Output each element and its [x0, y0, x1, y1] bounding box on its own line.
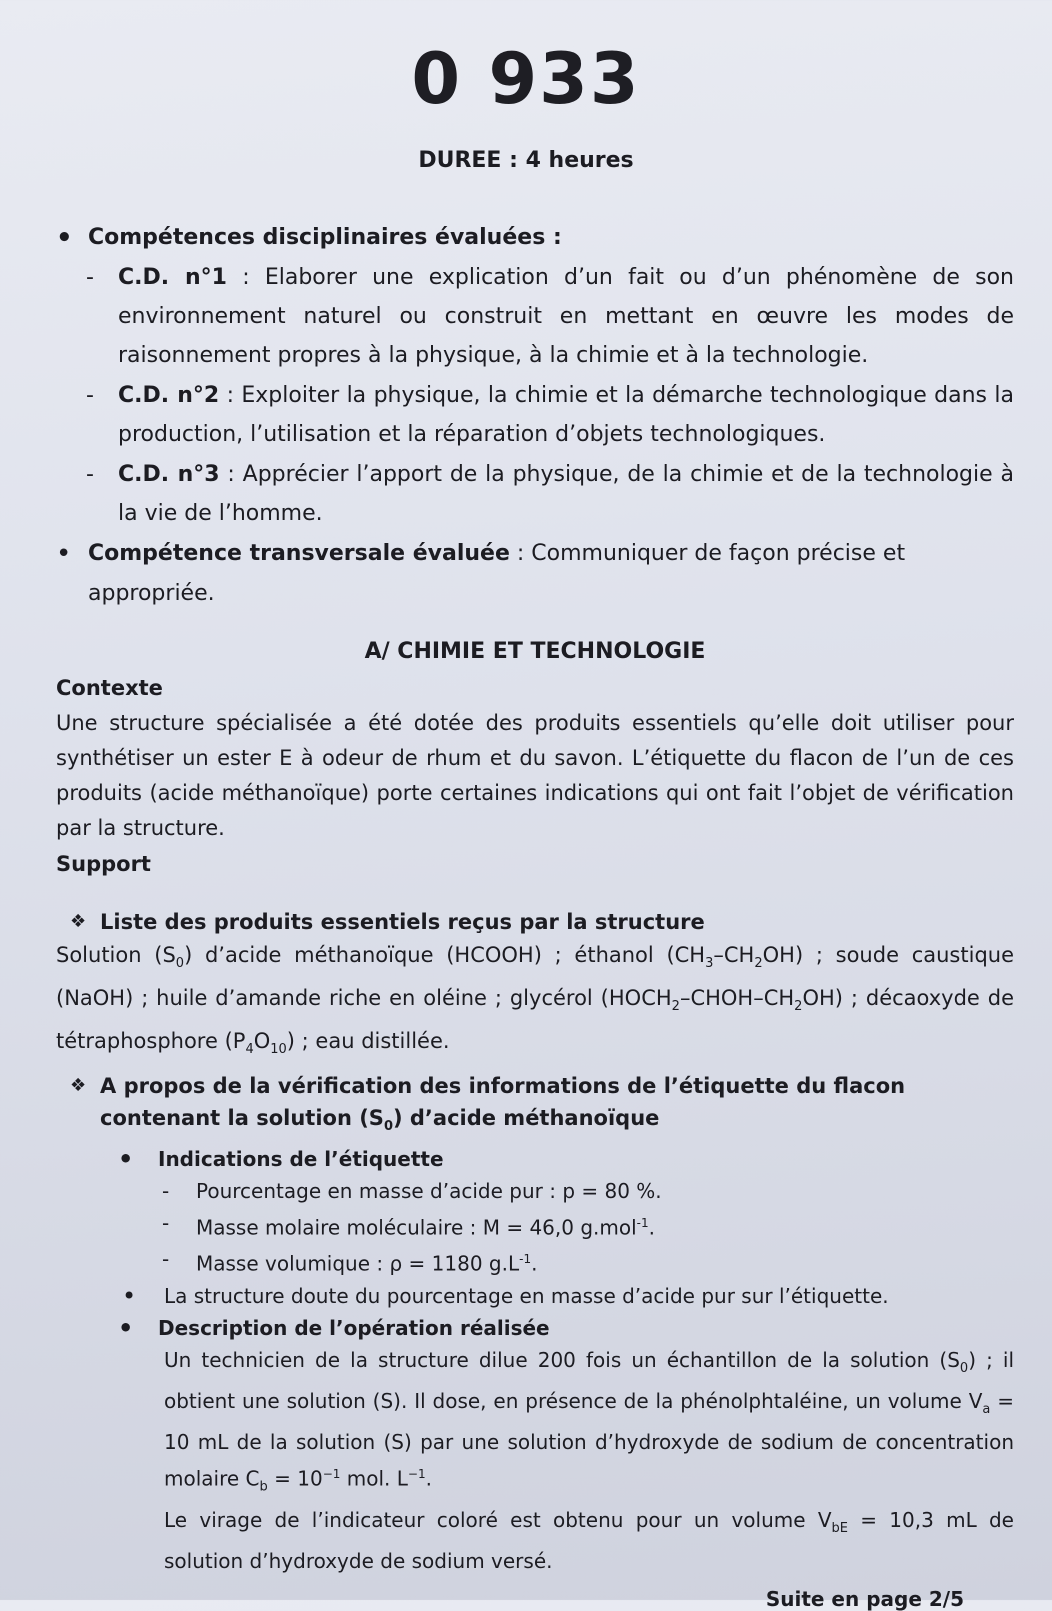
transversale-text: : Communiquer de façon précise et appropriée.: [88, 541, 906, 606]
support-heading: Support: [56, 852, 151, 876]
competence-text: : Elaborer une explication d’un fait ou d’un phénomène de son environnement naturel ou construit en mettant en œuvre les modes de raisonnement propres à la physique, à la chimie et à la technologie.: [118, 265, 1014, 368]
doute-text: • La structure doute du pourcentage en masse d’acide pur sur l’étiquette.: [56, 1280, 1014, 1312]
competence-item: [56, 258, 1014, 375]
competence-label: C.D. n°3: [118, 462, 220, 487]
description-heading: • Description de l’opération réalisée: [56, 1312, 1014, 1344]
dash-marker: -: [162, 1247, 170, 1272]
exam-duration: DUREE : 4 heures: [418, 148, 634, 173]
liste-text: Solution $(S_0)$ d’acide méthanoïque (HCOOH) ; éthanol $(CH_3-CH_2OH)$ ; soude caustique (NaOH) ; huile d’amande riche en oléine ; glycérol $(HOCH_2-CHOH-CH_2OH)$ ; décaoxyde de tétraphosphore $(P_4O_{10})$ ; eau distillée.: [56, 943, 1015, 1058]
section-title: A/ CHIMIE ET TECHNOLOGIE: [364, 639, 706, 664]
dash-marker: -: [162, 1178, 170, 1203]
transversale-label: Compétence transversale évaluée: [88, 541, 510, 566]
indications-heading: • Indications de l’étiquette: [56, 1143, 1014, 1175]
description-text: Un technicien de la structure dilue 200 fois un échantillon de la solution $(S_0)$ ; il obtient une solution (S). Il dose, en présence de la phénolphtaléine, un volume $V_a = 10$ mL de la solution (S) par une solution d’hydroxyde de sodium de concentration molaire $C_b = 10^{-1}$ mol. $L^{-1}$.: [164, 1348, 1014, 1495]
dash-marker: -: [86, 265, 94, 290]
virage-text: Le virage de l’indicateur coloré est obtenu pour un volume $V_{bE} = 10,3$ mL de solution d’hydroxyde de sodium versé.: [164, 1507, 1014, 1573]
contexte-heading: Contexte: [56, 676, 163, 700]
diamond-bullet-icon: ❖: [70, 911, 87, 932]
competence-item: [56, 455, 1014, 533]
competence-item: [56, 376, 1014, 454]
dash-marker: -: [86, 383, 94, 408]
competence-label: C.D. n°2: [118, 383, 220, 408]
diamond-bullet-icon: ❖: [70, 1074, 87, 1096]
dash-marker: -: [162, 1210, 170, 1235]
dash-marker: -: [86, 462, 94, 487]
exam-code: 0 933: [411, 38, 641, 120]
exam-content: [56, 218, 1014, 1611]
competence-text: : Exploiter la physique, la chimie et la démarche technologique dans la production, l’utilisation et la réparation d’objets technologiques.: [118, 383, 1014, 447]
verification-heading: ❖ A propos de la vérification des informations de l’étiquette du flacon contenant la solution $(S_0)$ d’acide méthanoïque: [56, 1070, 1014, 1143]
competence-transversale: [56, 534, 1014, 614]
indication-item: - Masse volumique : ρ = 1180 $g.L^{-1}$.: [56, 1243, 1014, 1280]
competence-label: C.D. n°1: [118, 265, 227, 290]
indication-item: - Pourcentage en masse d’acide pur : p = 80 %.: [56, 1175, 1014, 1207]
competence-text: : Apprécier l’apport de la physique, de la chimie et de la technologie à la vie de l’homme.: [118, 462, 1014, 526]
contexte-text: Une structure spécialisée a été dotée des produits essentiels qu’elle doit utiliser pour synthétiser un ester E à odeur de rhum et du savon. L’étiquette du flacon de l’un de ces produits (acide méthanoïque) porte certaines indications qui ont fait l’objet de vérification par la structure.: [56, 711, 1014, 840]
suite-page-note: Suite en page 2/5: [765, 1586, 964, 1611]
competences-title: • Compétences disciplinaires évaluées :: [56, 218, 1014, 258]
indication-item: - Masse molaire moléculaire : M = 46,0 g.mol$^{-1}$.: [56, 1207, 1014, 1244]
liste-heading: ❖ Liste des produits essentiels reçus par la structure: [56, 906, 1014, 938]
